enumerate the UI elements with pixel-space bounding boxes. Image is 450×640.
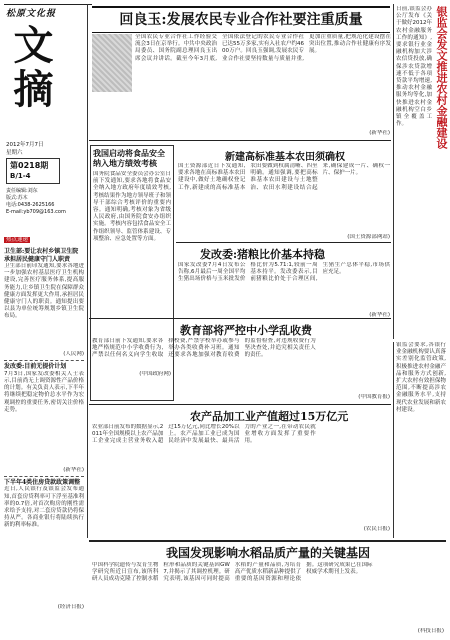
agri-source: (农民日报) (363, 526, 390, 532)
education-body: 教育部日前下发通知,要求各地严格规范中小学收费行为,严禁以任何名义向学生收取择校费,严禁学校举办或参与举办各类收费补习班。通知还要求各地加强对教育收费的监督检查,对违规收费行为坚决查处,并追究相关责任人的责任。 (92, 338, 316, 359)
section-label (4, 226, 84, 245)
left-item-body-2: 7月3日,国家发改委相关人士表示,目前尚无上调资源性产品价格的计划。有关负责人表示,下半年将继续把稳定物价总水平作为宏观调控的重要任务,密切关注价格走势。 (4, 370, 84, 413)
left-item-title-1: 卫生部:要让农村乡镇卫生院承担居民健康守门人职责 (4, 248, 79, 263)
paper-name: 松原文化报 (6, 9, 57, 19)
issue-pages: B/1-4 (10, 172, 31, 180)
top-headline: 回良玉:发展农民专业合作社要注重质量 (119, 12, 363, 28)
masthead-weekday: 星期六 (6, 150, 23, 156)
top-right-vertical-headline: 银监会发文推进农村金融建设 (435, 6, 448, 149)
farmland-source: (国土资源部网站) (347, 234, 390, 240)
left-item-title-2: 发改委:目前无提价计划 (4, 363, 67, 371)
agri-body: 农业部日前发布的数据显示,2011年全国规模以上农产品加工企业完成主营业务收入超过15万亿元,同比增长20%以上。农产品加工业已成为国民经济中发展最快、最具活力的产业之一,在带动农民就业增收方面发挥了重要作用。 (92, 424, 316, 445)
info-line-2: 电话:0438-2625166 (6, 202, 55, 208)
farmland-body: 国土资源部近日下发通知,要求各地在高标准基本农田建设中,做好土地确权登记工作,新建成的高标准基本农田要做到权属清晰、四至明确。通知强调,要把高标准基本农田建设与土地整治、农田水利建设结合起来,确保建成一片、确权一片、保护一片。 (178, 163, 390, 191)
pig-price-title: 发改委:猪粮比价基本持稳 (200, 248, 326, 261)
issue-number: 第0218期 (10, 161, 49, 170)
top-right-body: 日前,银监会办公厅发布《关于做好2012年农村金融服务工作的通知》,要求银行业金融机构加大涉农信贷投放,确保涉农贷款增速不低于各项贷款平均增速,推动农村金融服务均等化,加快推进农村金融机构空白乡镇全覆盖工作。 (396, 6, 432, 128)
right-column-body: 银监会要求,各银行业金融机构要认真落实差别化监管政策,积极推进农村金融产品和服务方式创新,扩大农村有效担保物范围,不断提高涉农金融服务水平,支持现代农业发展和新农村建设。 (396, 342, 446, 413)
pig-price-body: 国家发改委7月4日发布公告称,6月最后一周全国平均生猪出场价格与玉米批发价格比价为5.71:1,较前一周基本持平。发改委表示,目前猪粮比价处于合理区间,生猪生产总体平稳,市场供应充足。 (178, 262, 390, 283)
news-photo (92, 34, 132, 92)
bottom-source: (科技日报) (417, 628, 444, 634)
top-source: (新华社) (369, 130, 390, 136)
section-label-text: 热点速递 (6, 237, 29, 243)
education-source: (中国教育报) (358, 394, 390, 400)
issue-box (6, 158, 60, 184)
bottom-body: 中国科学院遗传与发育生物学研究所近日宣布,该所科研人员成功克隆了控制水稻粒形和品质的关键基因GW7,并揭示了其调控机理。研究表明,该基因可同时提高水稻的产量和品质,为培育高产优质水稻新品种提供了重要的基因资源和理论依据。这项研究成果已在国际权威学术期刊上发表。 (92, 562, 373, 583)
education-title: 教育部将严控中小学乱收费 (180, 324, 312, 337)
info-line-1: 版式:苏木 (6, 195, 28, 201)
bottom-headline: 我国发现影响水稻品质产量的关键基因 (165, 546, 370, 560)
masthead-date: 2012年7月7日 (6, 142, 44, 148)
left-item-title-3: 下半年4类住房贷款政策调整 (4, 478, 81, 486)
food-safety-source: (中国政府网) (139, 371, 171, 377)
left-item-source-1: (人民网) (63, 351, 84, 357)
left-item-body-3: 近日,人民银行及银监会发布通知,首套房贷利率可下浮至基准利率的0.7倍,对首次购房的刚性需求给予支持,对二套房贷款仍将保持从严。各商业银行将陆续执行新的利率标准。 (4, 486, 84, 529)
editor-line: 责任编辑:刘东 (6, 188, 38, 194)
food-safety-body: 国务院食品安全委员会办公室日前下发通知,要求各地将食品安全纳入地方政府年度绩效考核,考核结果作为地方领导班子和领导干部综合考核评价的重要内容。通知明确,考核对象为省级人民政府,由国务院食安办组织实施。考核内容包括食品安全工作组织领导、监管体系建设、专项整治、应急处置等方面。 (93, 171, 171, 242)
section-title-block (6, 24, 66, 134)
agri-title: 农产品加工业产值超过15万亿元 (190, 410, 349, 423)
info-line-3: E-mail:yb709@163.com (6, 209, 66, 215)
pig-price-source: (新华社) (369, 312, 390, 318)
left-item-body-1: 卫生部日前印发通知,要求各地进一步加强农村基层医疗卫生机构建设,完善医疗服务体系,提高服务能力,让乡镇卫生院在保障群众健康方面发挥更大作用,承担居民健康守门人的职责。通知提出要以县为单位统筹规划乡镇卫生院布局。 (4, 263, 84, 320)
farmland-title: 新建高标准基本农田须确权 (225, 152, 345, 163)
section-title: 文摘 (7, 24, 54, 112)
top-headline-box (92, 6, 390, 33)
food-safety-title: 我国启动将食品安全纳入地方绩效考核 (93, 148, 165, 168)
left-column (4, 226, 84, 626)
top-body: 全国农民专业合作社工作经验交流会3日在京举行。中共中央政治局委员、国务院副总理回良玉出席会议并讲话。截至今年3月底,全国依法登记的农民专业合作社已达55万多家,实有入社农户约4600万户。回良玉强调,发展农民专业合作社要坚持数量与质量并重,更加注重质量,把规范化建设摆在突出位置,推动合作社健康有序发展。 (135, 34, 391, 62)
left-item-source-3: (经济日报) (57, 604, 84, 611)
left-item-source-2: (新华社) (63, 466, 84, 473)
